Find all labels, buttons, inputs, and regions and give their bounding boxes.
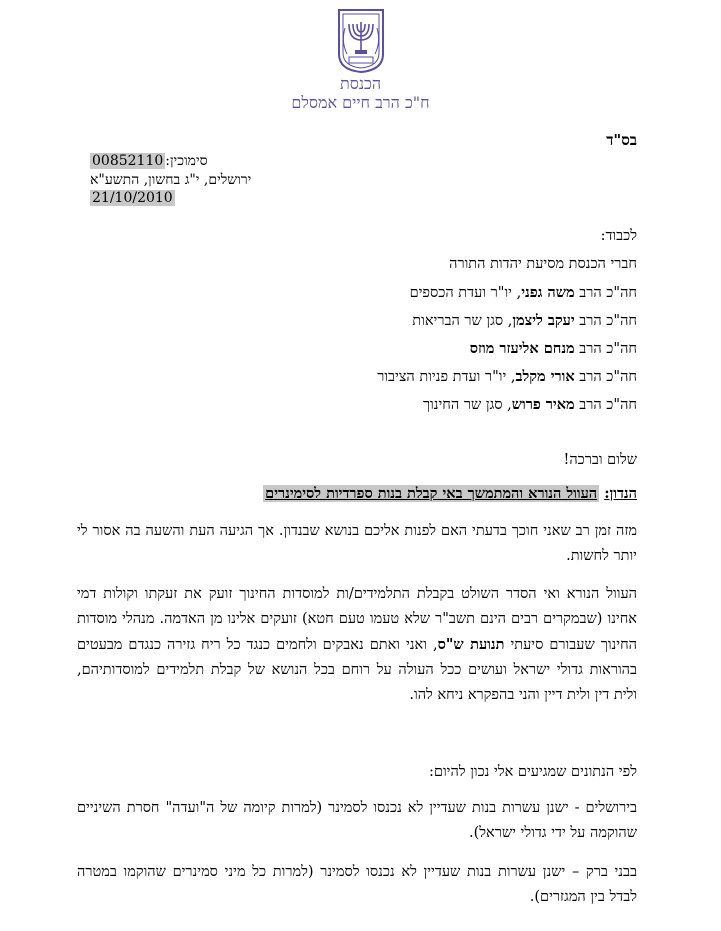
addressee-heading: לכבוד:: [600, 228, 637, 244]
addressee-name: מאיר פרוש: [511, 396, 575, 413]
addressee-name: יעקב ליצמן: [512, 312, 575, 329]
hebrew-date: ירושלים, י"ג בחשון, התשע"א: [90, 172, 252, 188]
addressee-item: חה"כ הרב משה גפני, יו"ר ועדת הכספים: [409, 284, 637, 301]
body-paragraph: בירושלים - ישנן עשרות בנות שעדיין לא נכנסו לסמינר (למרות קיומה של ה"ועדה" חסרת השיניים שהוקמה על ידי גדולי ישראל).: [77, 800, 637, 841]
reference-label: סימוכין:: [165, 153, 208, 169]
addressee-group: חברי הכנסת מסיעת יהדות התורה: [449, 256, 637, 272]
body-paragraph: העוול הנורא ואי הסדר השולט בקבלת התלמידים/ות למוסדות החינוך זועק את זעקתו וקולות דמי אחינו (שבמקרים רבים הינם תשב"ר שלא טעמו טעם חטא) זועקים אלינו מן האדמה. מנהלי מוסדות החינוך שעבורם סיעתי תנועת ש"ס, ואני ואתם נאבקים ולחמים כנגד כל ריח גזירה כנגדם מבעטים בהוראות גדולי ישראל ועושים ככל העולה על רוחם בכל הנושא של קבלת תלמידים למוסדותיהם, ולית דין ולית דיין והני בהפקרא ניחא להו.: [77, 586, 638, 703]
subject-line: [263, 485, 637, 503]
subject-text: העוול הנורא והמתמשך באי קבלת בנות ספרדיות לסימינרים: [265, 485, 598, 502]
addressee-item: חה"כ הרב מנחם אליעזר מוזס: [469, 340, 637, 357]
institution-name: הכנסת: [339, 74, 382, 93]
body-paragraph: מזה זמן רב שאני חוכך בדעתי האם לפנות אליכם בנושא שבנדון. אך הגיעה העת והשעה בה אסור לי יותר לחשות.: [77, 523, 637, 564]
addressee-name: אורי מקלב: [515, 368, 575, 385]
movement-name: תנועת ש"ס: [437, 636, 505, 653]
body-paragraph: בבני ברק – ישנן עשרות בנות שעדיין לא נכנסו לסמינר (למרות כל מיני סמינרים שהוקמו במטרה לבדל בין המגזרים).: [77, 864, 637, 905]
addressee-name: מנחם אליעזר מוזס: [469, 340, 575, 357]
reference-line: [90, 153, 208, 170]
reference-number: 00852110: [92, 153, 164, 169]
menorah-emblem-icon: [335, 8, 387, 74]
subject-label: הנדון:: [604, 485, 637, 502]
body-paragraph: לפי הנתונים שמגיעים אלי נכון להיום:: [429, 764, 637, 780]
greeting: שלום וברכה!: [563, 452, 637, 468]
addressee-name: משה גפני: [521, 284, 575, 301]
member-name: ח"כ הרב חיים אמסלם: [291, 93, 430, 112]
bsd-mark: בס"ד: [606, 131, 637, 149]
addressee-item: חה"כ הרב מאיר פרוש, סגן שר החינוך: [422, 396, 637, 413]
addressee-item: חה"כ הרב יעקב ליצמן, סגן שר הבריאות: [412, 312, 637, 329]
gregorian-date: 21/10/2010: [92, 190, 173, 206]
addressee-item: חה"כ הרב אורי מקלב, יו"ר ועדת פניות הציבור: [377, 368, 637, 385]
